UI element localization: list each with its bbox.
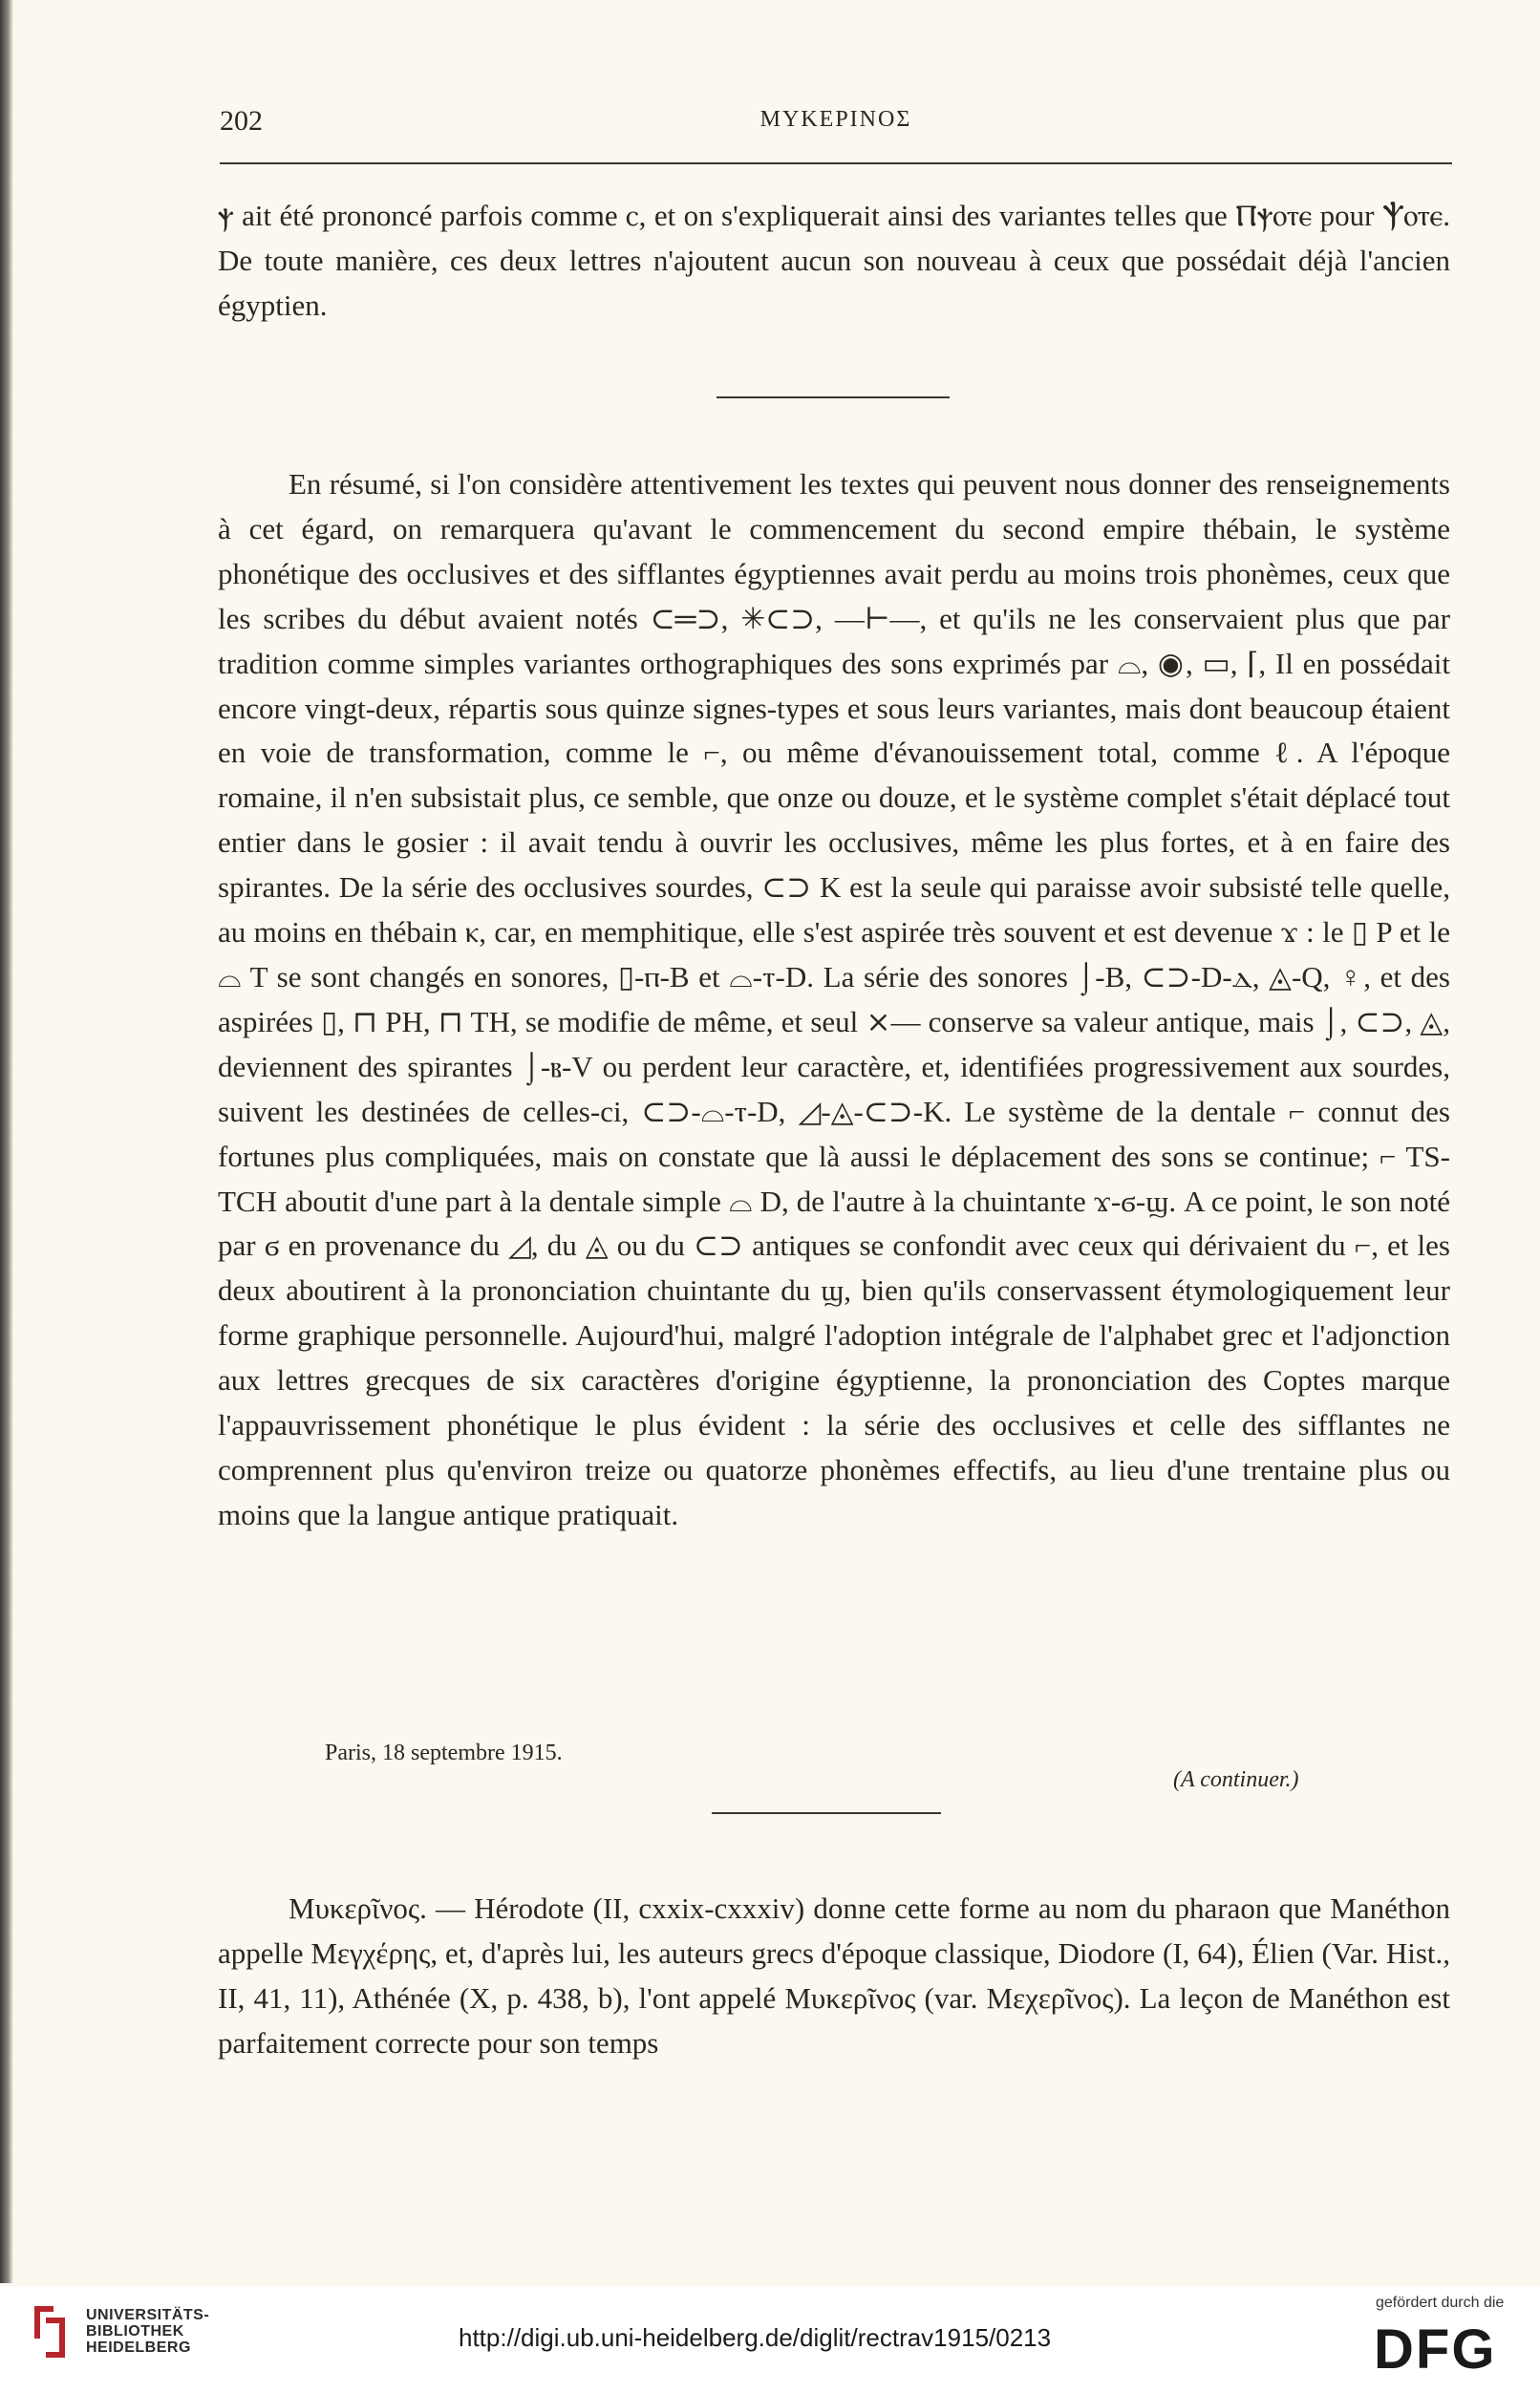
library-name-line: UNIVERSITÄTS-	[86, 2307, 210, 2323]
running-title: ΜΥΚΕΡΙΝΟΣ	[759, 107, 912, 132]
to-be-continued-note: (A continuer.)	[1173, 1767, 1299, 1792]
library-name-line: BIBLIOTHEK	[86, 2323, 184, 2340]
scan-edge-shadow	[0, 0, 13, 2283]
paragraph-1-text: ⲯ ait été prononcé parfois comme ⲥ, et on s'expliquerait ainsi des variantes telles que Ⲡⲯⲟⲧⲉ pour Ⲯⲟⲧⲉ. De toute manière, ces deux lettres n'ajoutent aucun son nouveau à ceux que possédait déjà l'ancien égyptien.	[218, 199, 1450, 322]
paragraph-3	[218, 1887, 1450, 2066]
library-name	[86, 2307, 209, 2356]
paragraph-1	[218, 194, 1450, 329]
permalink-url[interactable]: http://digi.ub.uni-heidelberg.de/diglit/rectrav1915/0213	[459, 2323, 1052, 2352]
library-name-line: HEIDELBERG	[86, 2340, 191, 2356]
page-header	[220, 105, 1452, 143]
section-divider	[712, 1812, 941, 1814]
signature-date: Paris, 18 septembre 1915.	[325, 1741, 563, 1765]
dfg-caption: gefördert durch die	[1376, 2295, 1505, 2311]
paragraph-3-text: Μυκερῖνος. — Hérodote (II, cxxix-cxxxiv) donne cette forme au nom du pharaon que Manéthon appelle Μεγχέρης, et, d'après lui, les auteurs grecs d'époque classique, Diodore (I, 64), Élien (Var. Hist., II, 41, 11), Athénée (X, p. 438, b), l'ont appelé Μυκερῖνος (var. Μεχερῖνος). La leçon de Manéthon est parfaitement correcte pour son temps	[218, 1891, 1450, 2060]
header-rule	[220, 162, 1452, 164]
paragraph-2	[218, 462, 1450, 1538]
university-library-logo-icon	[29, 2300, 71, 2363]
paragraph-2-text: En résumé, si l'on considère attentivement les textes qui peuvent nous donner des renseignements à cet égard, on remarquera qu'avant le commencement du second empire thébain, le système phonétique des occlusives et des sifflantes égyptiennes avait perdu au moins trois phonèmes, ceux que les scribes du début avaient notés ⊂═⊃, ✳⊂⊃, —⊢—, et qu'ils ne les conservaient plus que par tradition comme simples variantes orthographiques des sons exprimés par ⌓, ◉, ▭, ⌈, Il en possédait encore vingt-deux, répartis sous quinze signes-types et sous leurs variantes, mais dont beaucoup étaient en voie de transformation, comme le ⌐, ou même d'évanouissement total, comme ℓ. A l'époque romaine, il n'en subsistait plus, ce semble, que onze ou douze, et le système complet s'était déplacé tout entier dans le gosier : il avait tendu à ouvrir les occlusives, même les plus fortes, et à en faire des spirantes. De la série des occlusives sourdes, ⊂⊃ K est la seule qui paraisse avoir subsisté telle quelle, au moins en thébain ⲕ, car, en memphitique, elle s'est aspirée très souvent et est devenue ϫ : le ▯ P et le ⌓ T se sont changés en sonores, ▯-ⲡ-B et ⌓-ⲧ-D. La série des sonores ⌡-B, ⊂⊃-D-ⲇ, ◬-Q, ♀, et des aspirées ▯, ⊓ PH, ⊓ TH, se modifie de même, et seul ⨯— conserve sa valeur antique, mais ⌡, ⊂⊃, ◬, deviennent des spirantes ⌡-ⲃ-V ou perdent leur caractère, et, identifiées progressivement aux sourdes, suivent les destinées de celles-ci, ⊂⊃-⌓-ⲧ-D, ◿-◬-⊂⊃-K. Le système de la dentale ⌐ connut des fortunes plus compliquées, mais on constate que là aussi le déplacement des sons se continue; ⌐ TS-TCH aboutit d'une part à la dentale simple ⌓ D, de l'autre à la chuintante ϫ-ϭ-ϣ. A ce point, le son noté par ϭ en provenance du ◿, du ◬ ou du ⊂⊃ antiques se confondit avec ceux qui dérivaient du ⌐, et les deux aboutirent à la prononciation chuintante du ϣ, bien qu'ils conservassent étymologiquement leur forme graphique personnelle. Aujourd'hui, malgré l'adoption intégrale de l'alphabet grec et l'adjonction aux lettres grecques de six caractères d'origine égyptienne, la prononciation des Coptes marque l'appauvrissement phonétique le plus évident : la série des occlusives et celle des sifflantes ne comprennent plus qu'environ treize ou quatorze phonèmes effectifs, au lieu d'une trentaine plus ou moins que la langue antique pratiquait.	[218, 467, 1450, 1531]
dfg-logo: DFG	[1374, 2318, 1497, 2381]
section-divider	[717, 396, 950, 398]
page-number: 202	[220, 105, 263, 137]
